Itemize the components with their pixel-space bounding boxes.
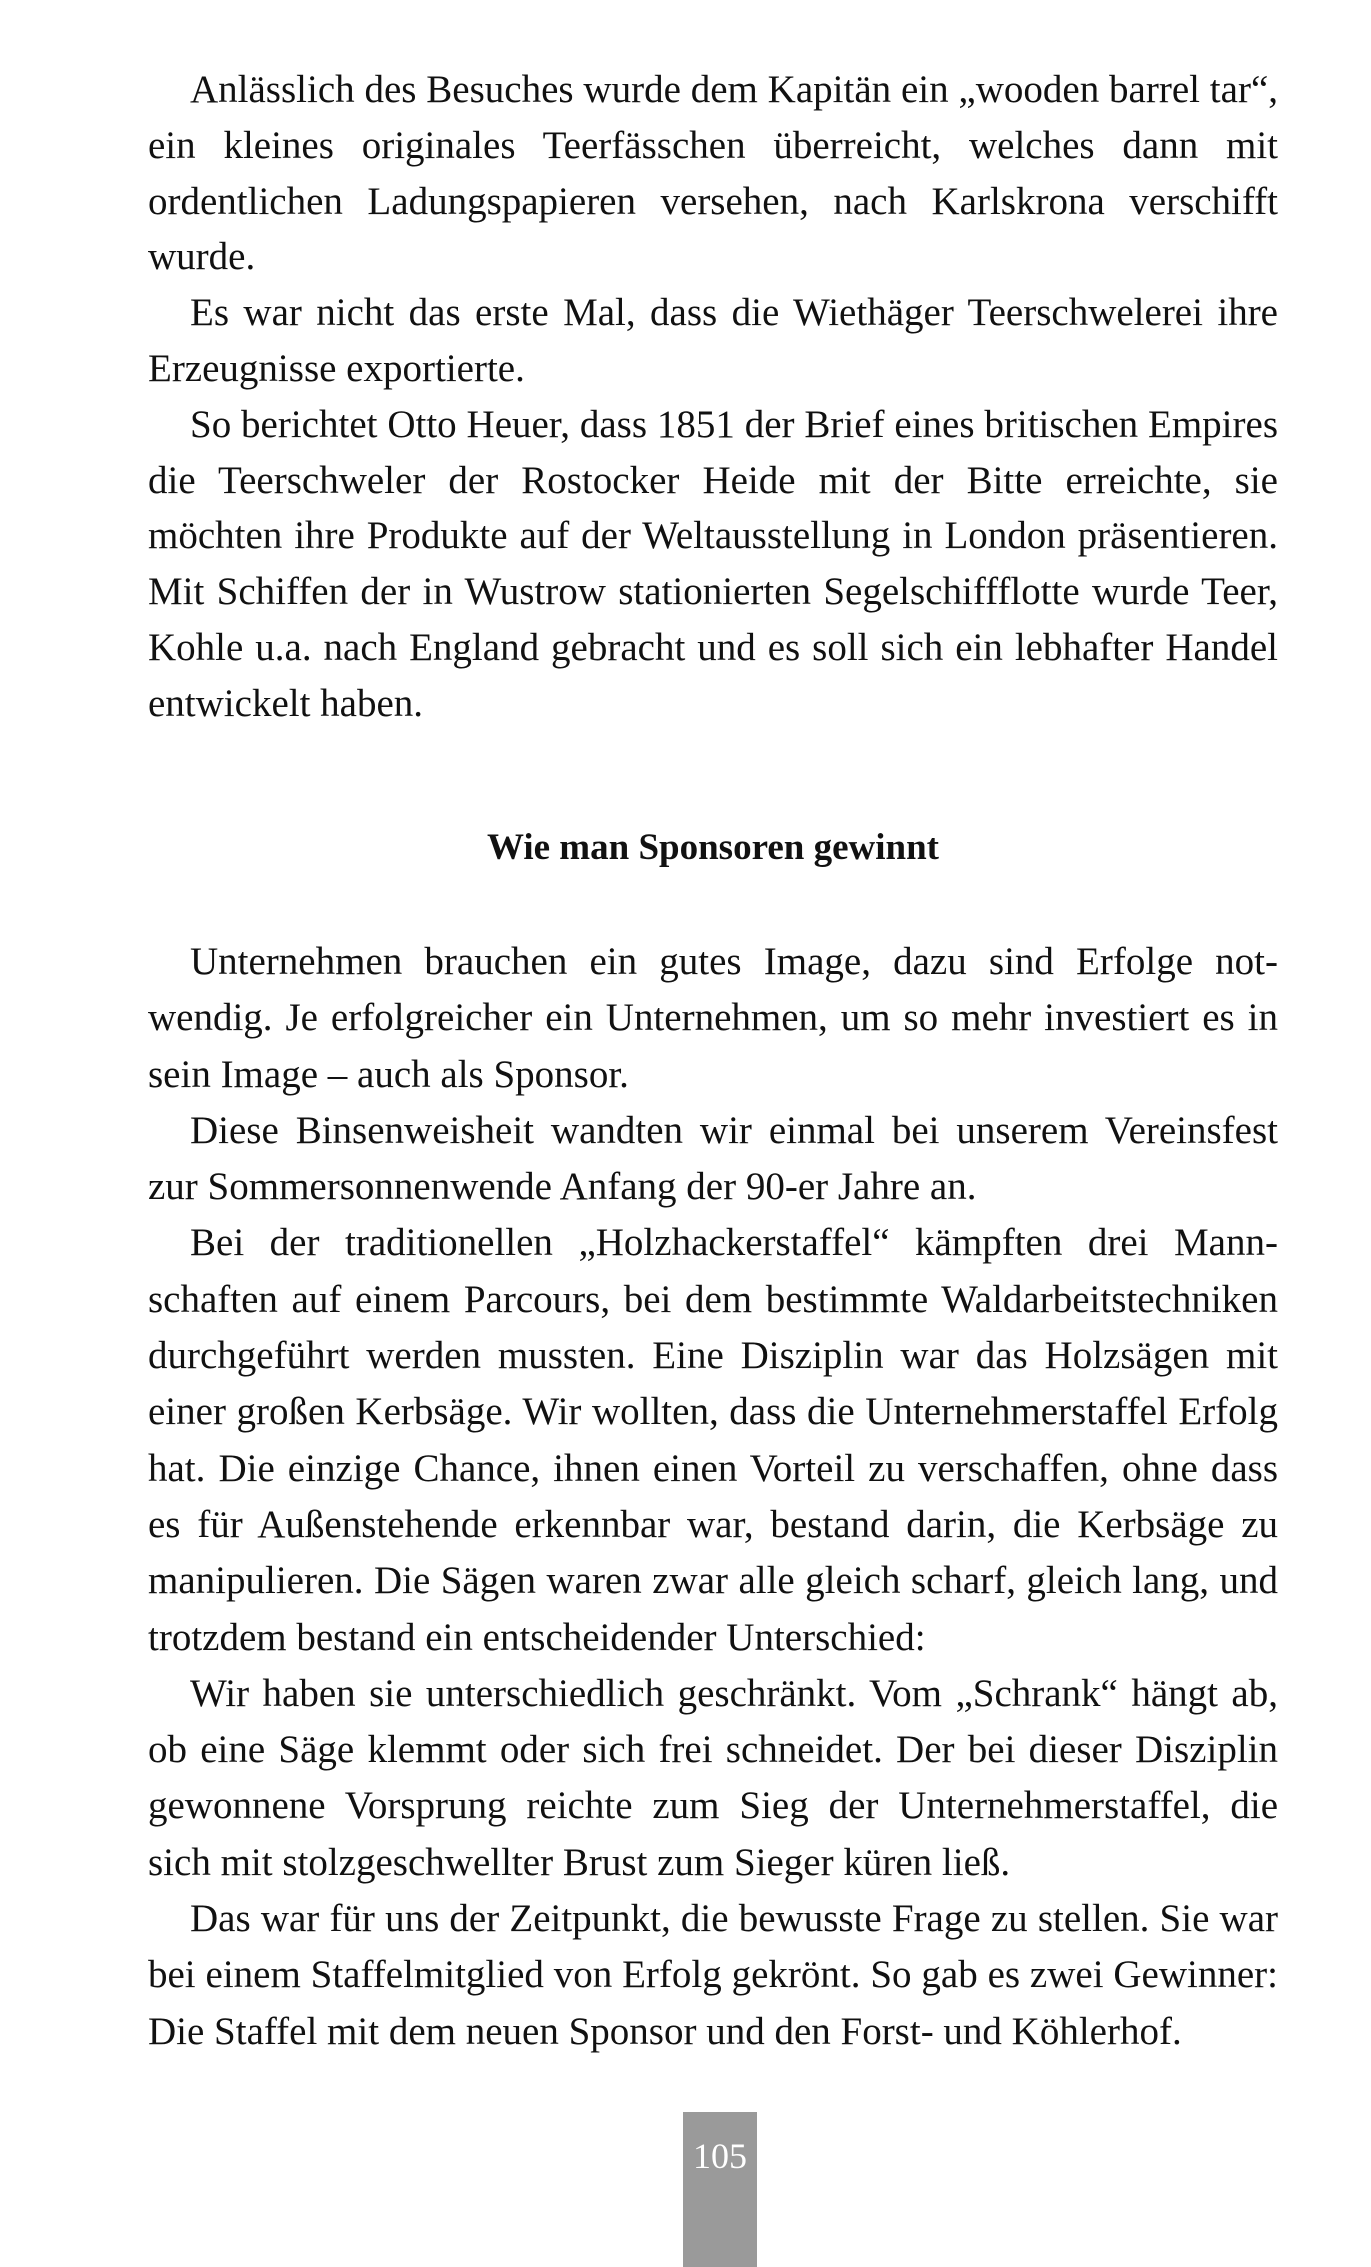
paragraph: Es war nicht das erste Mal, dass die Wiethäger Teerschwelerei ihre Erzeugnisse exportierte. bbox=[148, 291, 1278, 390]
paragraph: Diese Binsenweisheit wandten wir einmal bei unserem Vereinsfest zur Sommersonnenwende Anfang der 90-er Jahre an. bbox=[148, 1108, 1278, 1209]
paragraph: Anlässlich des Besuches wurde dem Kapitän ein „wooden barrel tar“, ein kleines originales Teerfässchen überreicht, welches dann mit ordentlichen Ladungspapieren versehen, nach Karlskrona verschifft wurde. bbox=[148, 68, 1278, 279]
paragraph: Unternehmen brauchen ein gutes Image, dazu sind Erfolge notwendig. Je erfolgreicher ein Unternehmen, um so mehr investiert es in sein Image – auch als Sponsor. bbox=[148, 940, 1278, 1096]
page-number-tab bbox=[683, 2112, 757, 2267]
section-heading: Wie man Sponsoren gewinnt bbox=[487, 827, 939, 868]
paragraph: Bei der traditionellen „Holzhackerstaffel“ kämpften drei Mannschaften auf einem Parcours, bei dem bestimmte Waldarbeitstechniken durchgeführt werden mussten. Eine Disziplin war das Holzsägen mit einer großen Kerbsäge. Wir wollten, dass die Unternehmerstaffel Erfolg hat. Die einzige Chance, ihnen einen Vorteil zu verschaffen, ohne dass es für Außenstehende erkennbar war, bestand darin, die Kerbsäge zu manipulieren. Die Sägen waren zwar alle gleich scharf, gleich lang, und trotzdem bestand ein entscheidender Unterschied: bbox=[148, 1221, 1278, 1659]
paragraph: Wir haben sie unterschiedlich geschränkt. Vom „Schrank“ hängt ab, ob eine Säge klemmt oder sich frei schneidet. Der bei dieser Disziplin gewonnene Vorsprung reichte zum Sieg der Unternehmerstaffel, die sich mit stolzgeschwellter Brust zum Sieger küren ließ. bbox=[148, 1671, 1278, 1884]
text-block-intro bbox=[148, 62, 1278, 732]
text-block-sponsors bbox=[148, 934, 1278, 2060]
page-number: 105 bbox=[693, 2136, 747, 2176]
paragraph: Das war für uns der Zeitpunkt, die bewusste Frage zu stellen. Sie war bei einem Staffelmitglied von Erfolg gekrönt. So gab es zwei Gewinner: Die Staffel mit dem neuen Sponsor und den Forst- und Köhlerhof. bbox=[148, 1897, 1278, 2053]
paragraph: So berichtet Otto Heuer, dass 1851 der Brief eines britischen Empires die Teerschweler der Rostocker Heide mit der Bitte erreichte, sie möchten ihre Produkte auf der Weltausstellung in London präsentieren. Mit Schiffen der in Wustrow stationierten Segelschiffflotte wurde Teer, Kohle u.a. nach England gebracht und es soll sich ein lebhafter Handel entwickelt haben. bbox=[148, 402, 1278, 725]
